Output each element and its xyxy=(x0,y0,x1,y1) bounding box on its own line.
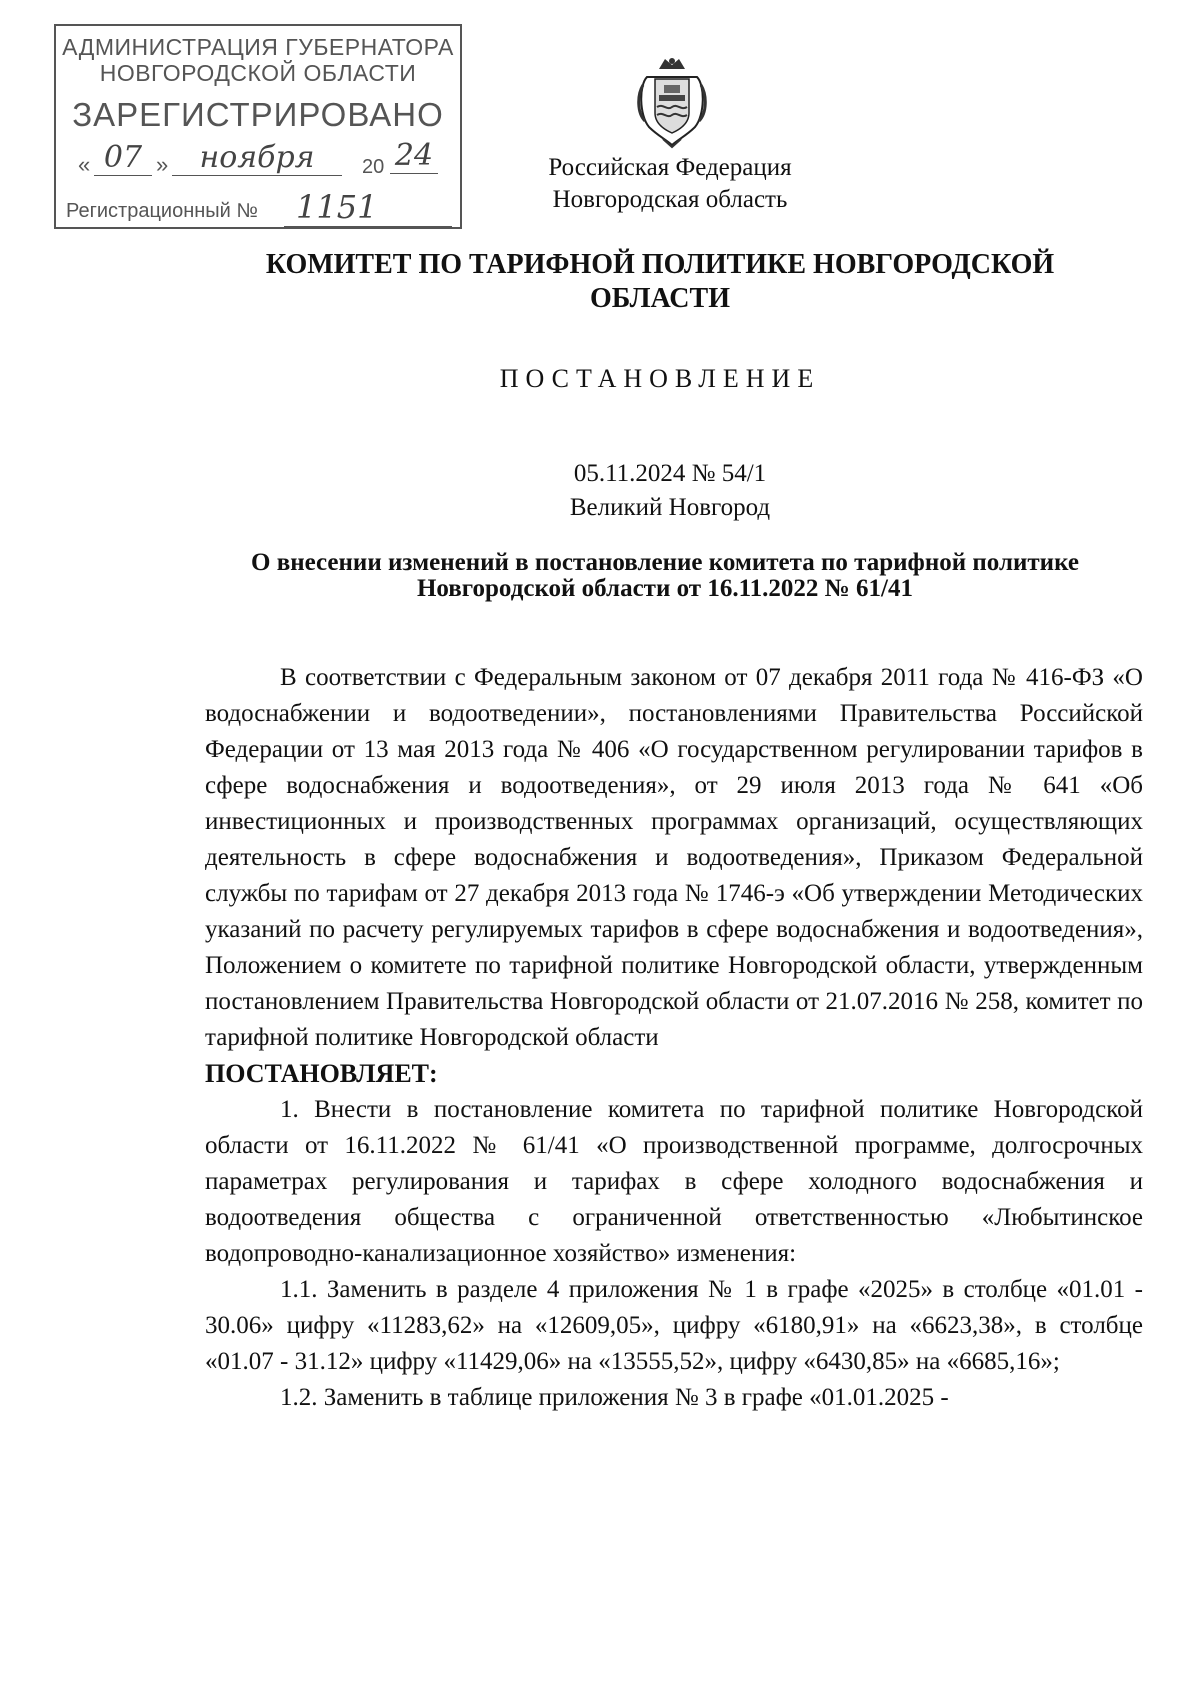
stamp-quote-open: « xyxy=(78,152,91,177)
stamp-reg-number: 1151 xyxy=(284,188,452,227)
stamp-century: 20 xyxy=(362,156,385,178)
stamp-day: 07 xyxy=(94,140,152,176)
document-type: ПОСТАНОВЛЕНИЕ xyxy=(499,364,821,393)
region-name: Новгородская область xyxy=(552,186,788,213)
preamble-paragraph: В соответствии с Федеральным законом от 07 декабря 2011 года № 416-ФЗ «О водоснабжении и водоотведении», постановлениями Правительства Российской Федерации от 13 мая 2013 года № 406 «О государственном регулировании тарифов в сфере водоснабжения и водоотведения», от 29 июля 2013 года № 641 «Об инвестиционных и производственных программах организаций, осуществляющих деятельность в сфере водоснабжения и водоотведения», Приказом Федеральной службы по тарифам от 27 декабря 2013 года № 1746-э «Об утверждении Методических указаний по расчету регулируемых тарифов в сфере водоснабжения и водоотведения», Положением о комитете по тарифной политике Новгородской области, утвержденным постановлением Правительства Новгородской области от 21.07.2016 № 258, комитет по тарифной политике Новгородской области xyxy=(205,664,1143,1051)
document-body xyxy=(205,660,1143,1416)
document-city: Великий Новгород xyxy=(569,494,771,521)
document-title: О внесении изменений в постановление комитета по тарифной политике Новгородской области от 16.11.2022 № 61/41 xyxy=(251,549,1079,602)
stamp-month: ноября xyxy=(172,140,342,176)
item-1-1: 1.1. Заменить в разделе 4 приложения № 1 в графе «2025» в столбце «01.01 - 30.06» цифру «11283,62» на «12609,05», цифру «6180,91» на «6623,38», в столбце «01.07 - 31.12» цифру «11429,06» на «13555,52», цифру «6430,85» на «6685,16»; xyxy=(205,1276,1143,1375)
stamp-date xyxy=(72,138,450,184)
coat-of-arms-icon xyxy=(637,55,707,151)
document-date-number: 05.11.2024 № 54/1 xyxy=(573,460,767,487)
item-1: 1. Внести в постановление комитета по тарифной политике Новгородской области от 16.11.2022 № 61/41 «О производственной программе, долгосрочных параметрах регулирования и тарифах в сфере холодного водоснабжения и водоотведения общества с ограниченной ответственностью «Любытинское водопроводно-канализационное хозяйство» изменения: xyxy=(205,1096,1143,1267)
registration-stamp xyxy=(54,24,462,229)
committee-name: КОМИТЕТ ПО ТАРИФНОЙ ПОЛИТИКЕ НОВГОРОДСКОЙ ОБЛАСТИ xyxy=(265,249,1055,314)
stamp-region: НОВГОРОДСКОЙ ОБЛАСТИ xyxy=(99,60,417,86)
stamp-administration: АДМИНИСТРАЦИЯ ГУБЕРНАТОРА xyxy=(62,34,454,60)
stamp-quote-close: » xyxy=(156,152,169,177)
stamp-registration-number xyxy=(66,188,450,226)
country-name: Российская Федерация xyxy=(548,154,792,181)
stamp-year: 24 xyxy=(390,138,438,174)
resolves-heading: ПОСТАНОВЛЯЕТ: xyxy=(205,1059,438,1088)
stamp-reg-label: Регистрационный № xyxy=(66,200,258,222)
stamp-registered: ЗАРЕГИСТРИРОВАНО xyxy=(72,96,444,133)
item-1-2: 1.2. Заменить в таблице приложения № 3 в графе «01.01.2025 - xyxy=(280,1384,949,1411)
